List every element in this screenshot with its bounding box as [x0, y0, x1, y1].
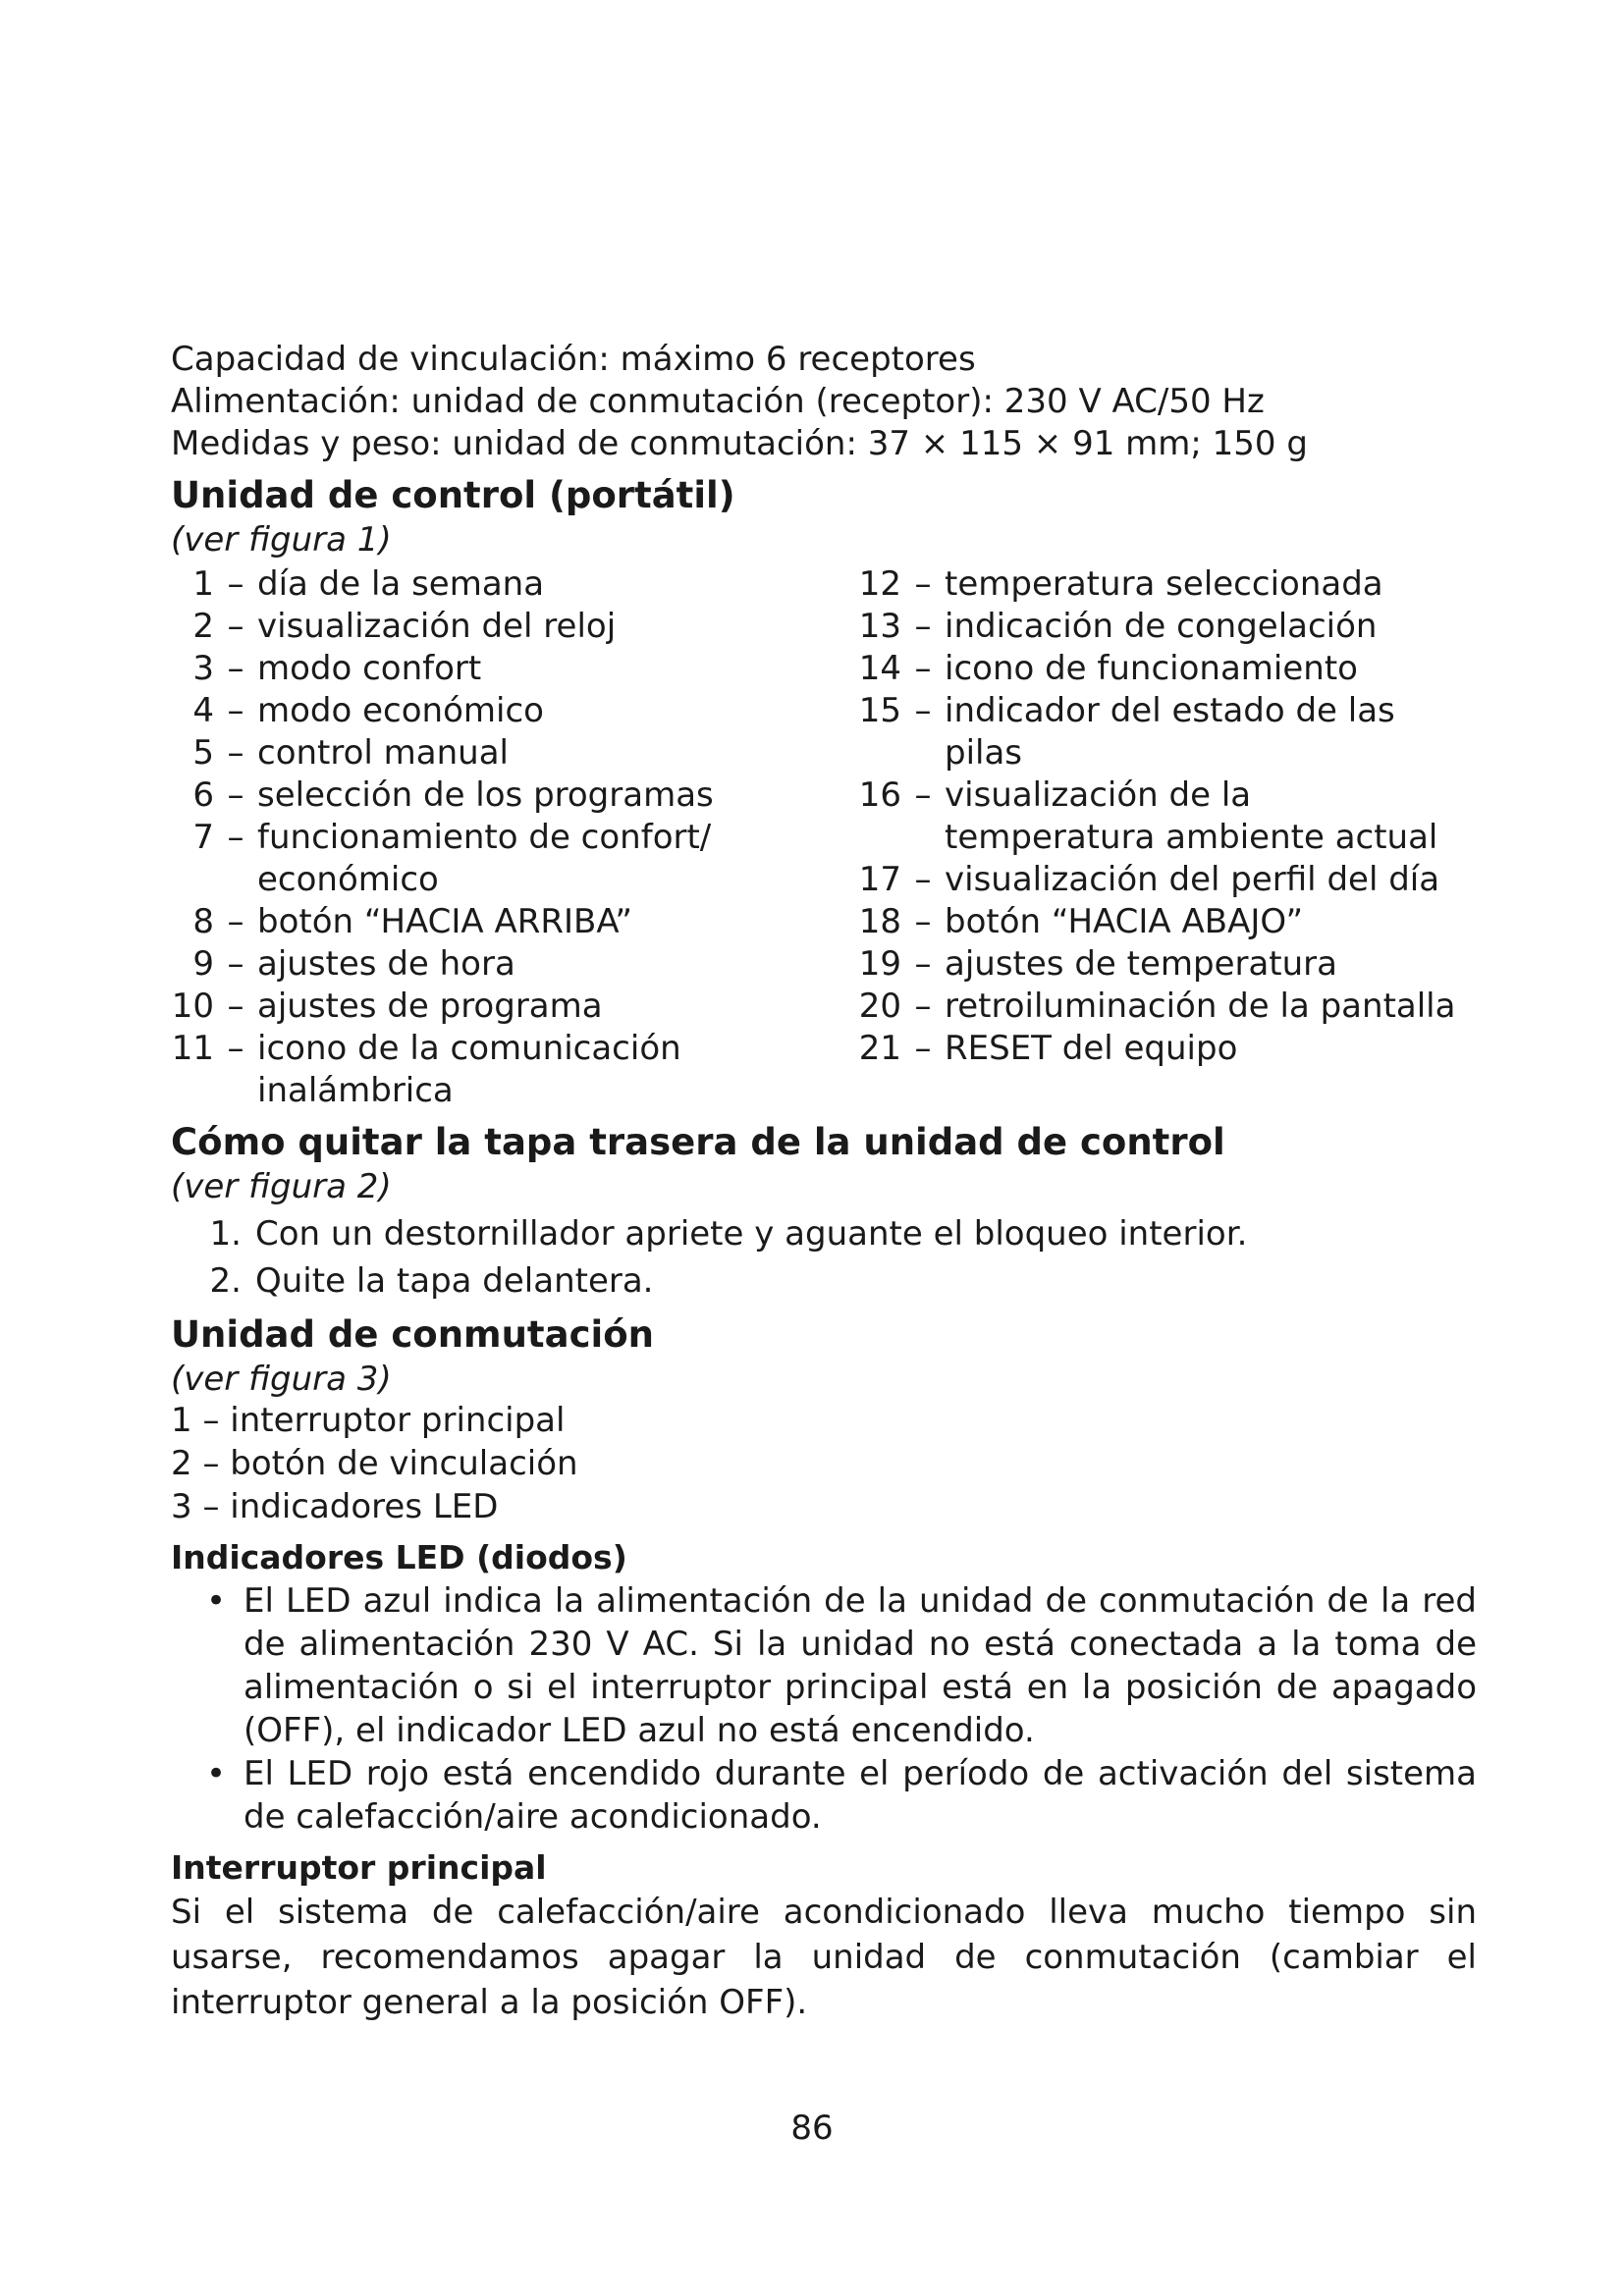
- list-item: 5 – control manual: [192, 733, 509, 773]
- list-item: 14 – icono de funcionamiento: [858, 649, 1358, 688]
- switch-unit-legend: [171, 1399, 1477, 1528]
- control-unit-legend: [171, 563, 1477, 1112]
- list-item: 4 – modo económico: [192, 691, 544, 730]
- list-item: 12 – temperatura seleccionada: [858, 564, 1383, 604]
- step-item: 2. Quite la tapa delantera.: [209, 1261, 654, 1301]
- back-cover-steps: [171, 1210, 1477, 1305]
- list-item: 8 – botón “HACIA ARRIBA”: [192, 902, 633, 941]
- list-item: 9 – ajustes de hora: [192, 944, 515, 984]
- list-item: 7 – funcionamiento de confort/ económico: [192, 818, 712, 899]
- list-item: 1 – día de la semana: [192, 564, 545, 604]
- page-content: [171, 339, 1477, 2025]
- switch-unit-heading: Unidad de conmutación: [171, 1313, 654, 1356]
- list-item: 15 – indicador del estado de las pilas: [858, 691, 1395, 773]
- list-item: 16 – visualización de la temperatura ambiente actual: [858, 775, 1438, 857]
- bullet-item: • El LED rojo está encendido durante el período de activación del sistema de calefacción/aire acondicionado.: [206, 1754, 1477, 1837]
- bullet-item: • El LED azul indica la alimentación de la unidad de conmutación de la red de alimentación 230 V AC. Si la unidad no está conectada a la toma de alimentación o si el interruptor principal está en la posición de apagado (OFF), el indicador LED azul no está encendido.: [206, 1581, 1477, 1750]
- list-item: 21 – RESET del equipo: [858, 1029, 1238, 1068]
- list-item: 20 – retroiluminación de la pantalla: [858, 987, 1456, 1026]
- led-bullets: [171, 1579, 1477, 1839]
- page-number: 86: [790, 2109, 834, 2148]
- control-unit-heading: Unidad de control (portátil): [171, 474, 735, 516]
- specs: [171, 339, 1477, 465]
- step-item: 1. Con un destornillador apriete y aguante el bloqueo interior.: [209, 1214, 1248, 1254]
- list-item: 1 – interruptor principal: [171, 1401, 566, 1440]
- list-item: 3 – modo confort: [192, 649, 482, 688]
- list-item: 18 – botón “HACIA ABAJO”: [858, 902, 1304, 941]
- led-heading: Indicadores LED (diodos): [171, 1538, 627, 1576]
- list-item: 3 – indicadores LED: [171, 1487, 499, 1526]
- switch-unit-figure-ref: (ver figura 3): [171, 1360, 392, 1399]
- list-item: 2 – visualización del reloj: [192, 607, 617, 646]
- list-item: 10 – ajustes de programa: [171, 987, 603, 1026]
- spec-line: Alimentación: unidad de conmutación (receptor): 230 V AC/50 Hz: [171, 382, 1265, 421]
- spec-line: Capacidad de vinculación: máximo 6 receptores: [171, 340, 976, 379]
- list-item: 11 – icono de la comunicación inalámbrica: [171, 1029, 681, 1110]
- legend-right-column: [858, 563, 1467, 1112]
- back-cover-heading: Cómo quitar la tapa trasera de la unidad de control: [171, 1121, 1225, 1163]
- main-switch-heading: Interruptor principal: [171, 1848, 547, 1887]
- legend-left-column: [171, 563, 858, 1112]
- back-cover-figure-ref: (ver figura 2): [171, 1167, 392, 1206]
- bullet-icon: •: [206, 1581, 227, 1621]
- bullet-icon: •: [206, 1754, 227, 1793]
- control-unit-figure-ref: (ver figura 1): [171, 520, 392, 560]
- spec-line: Medidas y peso: unidad de conmutación: 37 × 115 × 91 mm; 150 g: [171, 424, 1308, 463]
- main-switch-text: Si el sistema de calefacción/aire acondicionado lleva mucho tiempo sin usarse, recomendamos apagar la unidad de conmutación (cambiar el interruptor general a la posición OFF).: [171, 1893, 1477, 2022]
- list-item: 2 – botón de vinculación: [171, 1444, 578, 1483]
- list-item: 19 – ajustes de temperatura: [858, 944, 1337, 984]
- list-item: 17 – visualización del perfil del día: [858, 860, 1440, 899]
- list-item: 6 – selección de los programas: [192, 775, 714, 815]
- list-item: 13 – indicación de congelación: [858, 607, 1378, 646]
